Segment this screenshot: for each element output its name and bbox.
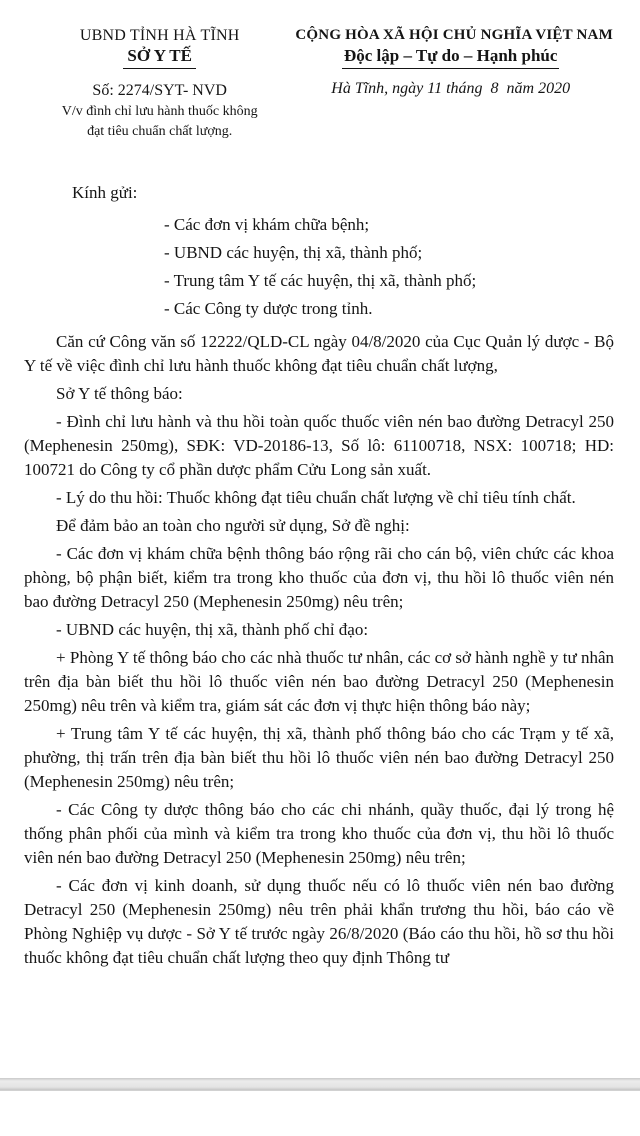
body-paragraph: Sở Y tế thông báo: [56, 384, 183, 403]
national-motto-text: Độc lập – Tự do – Hạnh phúc [342, 46, 559, 69]
issuer-parent-org: UBND TỈNH HÀ TĨNH [79, 27, 240, 44]
body-paragraph: + Phòng Y tế thông báo cho các nhà thuốc tư nhân, các cơ sở hành nghề y tư nhân trên địa bàn biết thu hồi lô thuốc viên nén bao đường Detracyl 250 (Mephenesin 250mg) nêu trên và kiểm tra, giám sát các đơn vị thực hiện thông báo này; [24, 648, 614, 715]
national-title: CỘNG HÒA XÃ HỘI CHỦ NGHĨA VIỆT NAM [295, 27, 613, 43]
issuer-org-name [24, 46, 295, 69]
body-paragraph: - Các đơn vị kinh doanh, sử dụng thuốc nếu có lô thuốc viên nén bao đường Detracyl 250 (Mephenesin 250mg) nêu trên phải khẩn trương thu hồi, báo cáo về Phòng Nghiệp vụ dược - Sở Y tế trước ngày 26/8/2020 (Báo cáo thu hồi, hồ sơ thu hồi thuốc không đạt tiêu chuẩn chất lượng theo quy định Thông tư [24, 876, 614, 967]
document-subject [24, 102, 295, 142]
place-and-date: Hà Tĩnh, ngày 11 tháng 8 năm 2020 [331, 80, 571, 97]
body-paragraph: - UBND các huyện, thị xã, thành phố chỉ đạo: [56, 620, 369, 639]
issuer-org-name-text: SỞ Y TẾ [123, 46, 196, 69]
recipient-item: - UBND các huyện, thị xã, thành phố; [164, 243, 423, 262]
document-body [24, 330, 614, 970]
body-paragraph: - Lý do thu hồi: Thuốc không đạt tiêu chuẩn chất lượng về chỉ tiêu tính chất. [56, 488, 576, 507]
body-paragraph: Để đảm bảo an toàn cho người sử dụng, Sở đề nghị: [56, 516, 410, 535]
body-paragraph: - Các đơn vị khám chữa bệnh thông báo rộng rãi cho cán bộ, viên chức các khoa phòng, bộ phận biết, kiểm tra trong kho thuốc của đơn vị, thu hồi lô thuốc viên nén bao đường Detracyl 250 (Mephenesin 250mg) nêu trên; [24, 544, 614, 611]
body-paragraph: - Các Công ty dược thông báo cho các chi nhánh, quầy thuốc, đại lý trong hệ thống phân phối của mình và kiểm tra trong kho thuốc của đơn vị, thu hồi lô thuốc viên nén bao đường Detracyl 250 (Mephenesin 250mg) nêu trên; [24, 800, 614, 867]
body-paragraph: - Đình chỉ lưu hành và thu hồi toàn quốc thuốc viên nén bao đường Detracyl 250 (Mephenesin 250mg), SĐK: VD-20186-13, Số lô: 61100718, NSX: 100718; HD: 100721 do Công ty cổ phần dược phẩm Cửu Long sản xuất. [24, 412, 614, 479]
recipient-item: - Các Công ty dược trong tỉnh. [164, 299, 373, 318]
recipient-item: - Trung tâm Y tế các huyện, thị xã, thành phố; [164, 271, 477, 290]
document-subject-line2: đạt tiêu chuẩn chất lượng. [87, 124, 233, 139]
document-header [24, 26, 614, 142]
salutation: Kính gửi: [72, 183, 138, 202]
document-number: Số: 2274/SYT- NVD [92, 82, 227, 99]
document-subject-line1: V/v đình chỉ lưu hành thuốc không [61, 104, 258, 119]
national-motto [295, 46, 606, 69]
recipients-list [24, 211, 614, 323]
national-header-block [295, 26, 614, 98]
body-paragraph: + Trung tâm Y tế các huyện, thị xã, thành phố thông báo cho các Trạm y tế xã, phường, thị trấn trên địa bàn biết thu hồi lô thuốc viên nén bao đường Detracyl 250 (Mephenesin 250mg) nêu trên; [24, 724, 614, 791]
page-break-separator [0, 1078, 640, 1091]
issuer-block [24, 26, 295, 142]
recipient-item: - Các đơn vị khám chữa bệnh; [164, 215, 370, 234]
body-paragraph: Căn cứ Công văn số 12222/QLD-CL ngày 04/8/2020 của Cục Quản lý dược - Bộ Y tế về việc đình chỉ lưu hành thuốc không đạt tiêu chuẩn chất lượng, [24, 332, 614, 375]
next-page-blank [0, 1091, 640, 1136]
